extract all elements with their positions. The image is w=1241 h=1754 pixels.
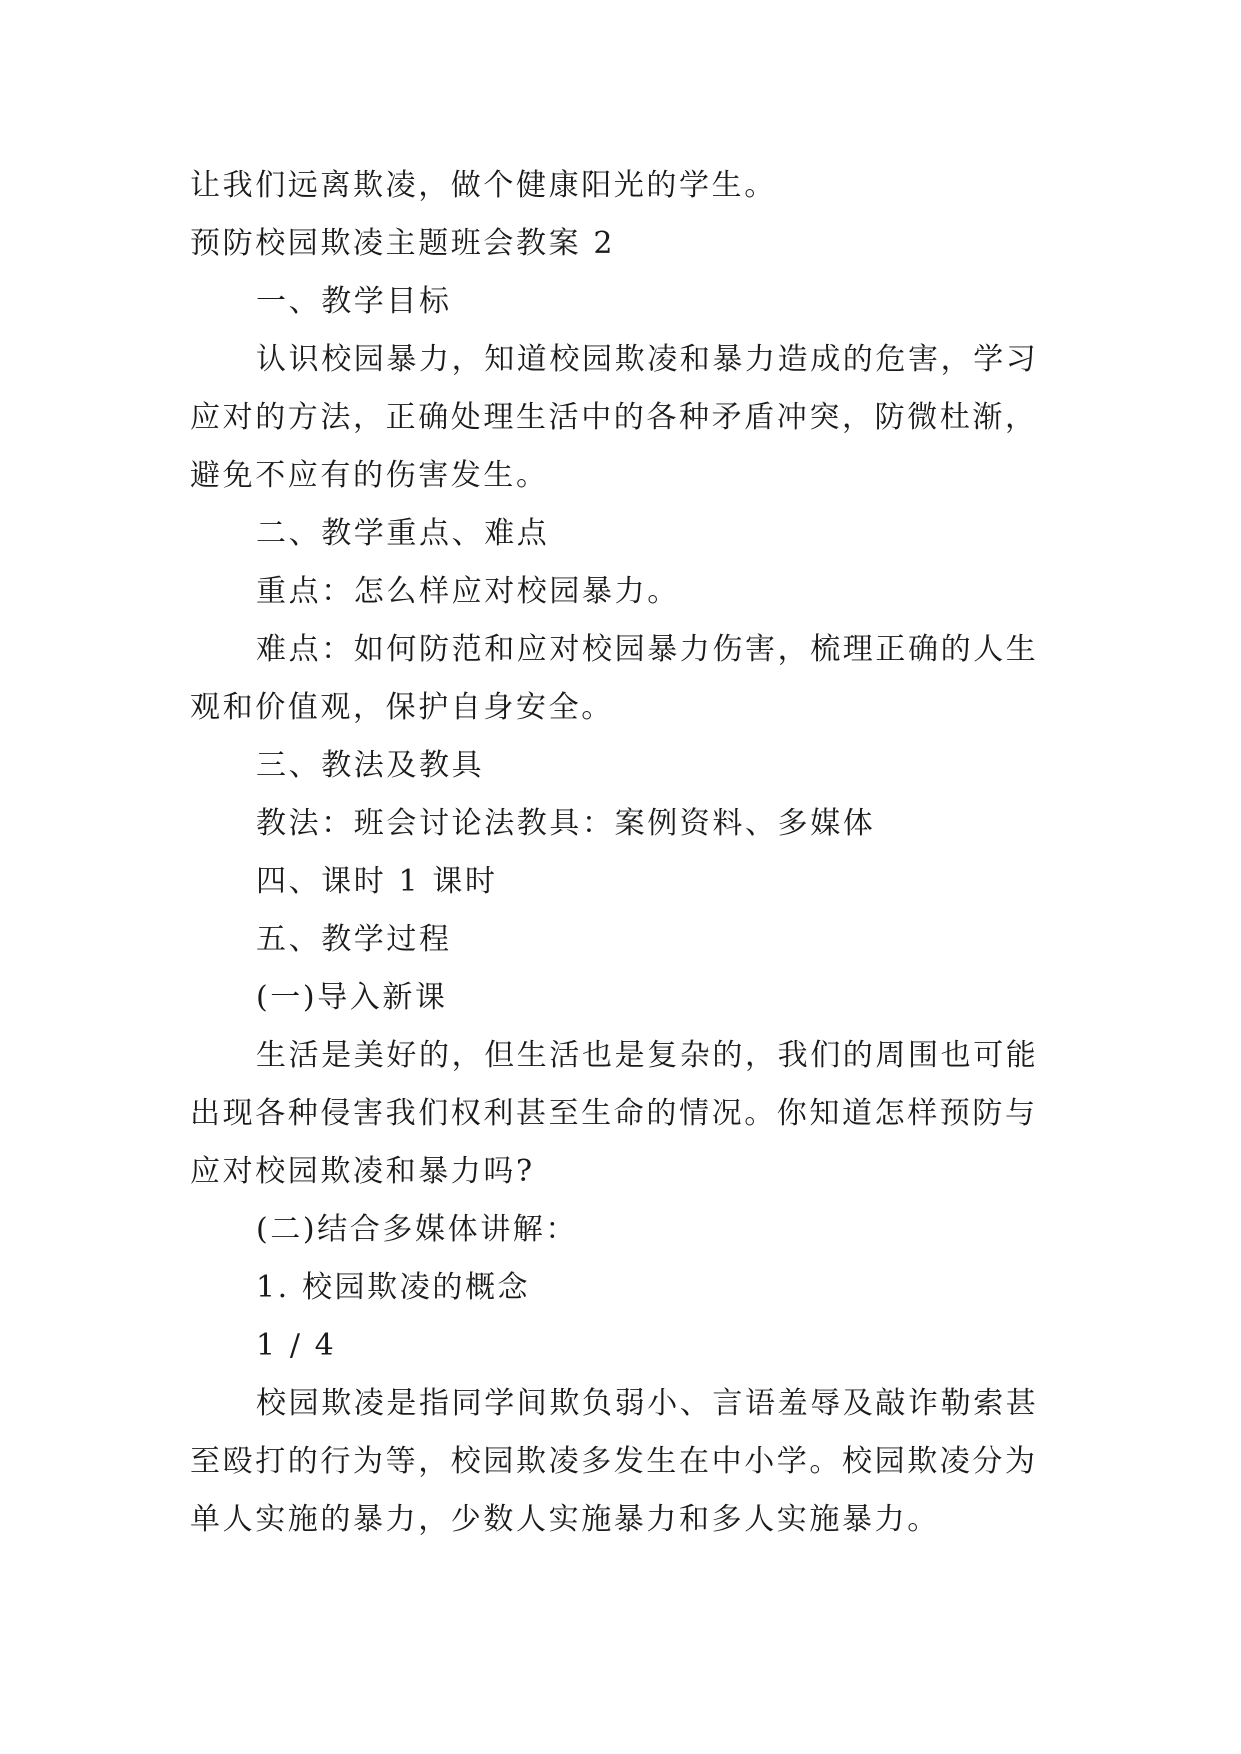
paragraph-line: 教法：班会讨论法教具：案例资料、多媒体 [256, 806, 876, 841]
paragraph-line: 生活是美好的，但生活也是复杂的，我们的周围也可能 [256, 1038, 1039, 1073]
paragraph-line: 观和价值观，保护自身安全。 [190, 690, 614, 725]
subheading-multimedia: (二)结合多媒体讲解： [256, 1212, 579, 1247]
paragraph-line: 至殴打的行为等，校园欺凌多发生在中小学。校园欺凌分为 [190, 1444, 1038, 1479]
paragraph-line: 应对的方法，正确处理生活中的各种矛盾冲突，防微杜渐， [190, 400, 1038, 435]
subheading-concept: 1. 校园欺凌的概念 [256, 1270, 531, 1305]
heading-class-hours: 四、课时 1 课时 [256, 864, 498, 899]
paragraph-line: 避免不应有的伤害发生。 [190, 458, 549, 493]
paragraph-line: 单人实施的暴力，少数人实施暴力和多人实施暴力。 [190, 1502, 940, 1537]
paragraph-line: 应对校园欺凌和暴力吗? [190, 1154, 535, 1189]
heading-teaching-process: 五、教学过程 [256, 922, 452, 957]
paragraph-line: 难点：如何防范和应对校园暴力伤害，梳理正确的人生 [256, 632, 1039, 667]
subheading-intro: (一)导入新课 [256, 980, 448, 1015]
paragraph-line: 出现各种侵害我们权利甚至生命的情况。你知道怎样预防与 [190, 1096, 1038, 1131]
heading-key-points: 二、教学重点、难点 [256, 516, 550, 551]
page-number: 1 / 4 [256, 1328, 337, 1363]
body-text-line: 让我们远离欺凌，做个健康阳光的学生。 [190, 168, 777, 203]
paragraph-line: 重点：怎么样应对校园暴力。 [256, 574, 680, 609]
paragraph-line: 校园欺凌是指同学间欺负弱小、言语羞辱及敲诈勒索甚 [256, 1386, 1039, 1421]
paragraph-line: 认识校园暴力，知道校园欺凌和暴力造成的危害，学习 [256, 342, 1039, 377]
section-title: 预防校园欺凌主题班会教案 2 [190, 226, 616, 261]
heading-teaching-goals: 一、教学目标 [256, 284, 452, 319]
heading-methods-tools: 三、教法及教具 [256, 748, 485, 783]
